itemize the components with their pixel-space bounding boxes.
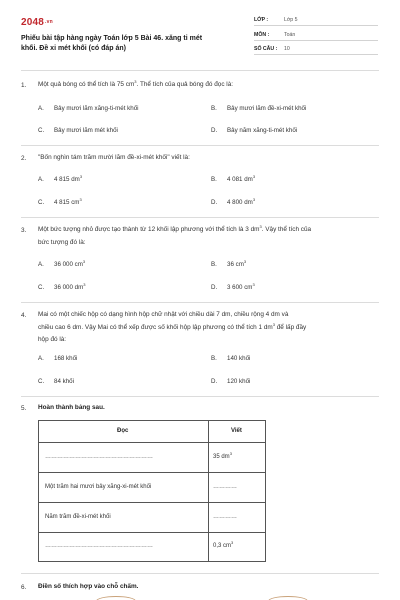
question-3-text: [38, 224, 383, 249]
question-4-prompt-line-2: chiều cao 6 dm. Vậy Mai có thể xếp được số khối hộp lập phương có thể tích 1 $dm^3$ để lấp đầy: [38, 321, 307, 331]
option-text: Bảy mươi lăm đề-xi-mét khối: [227, 105, 307, 112]
option-text: 4 815 $cm^3$: [54, 197, 82, 206]
option-text: 36 000 $dm^3$: [54, 282, 86, 291]
table-cell-write: 35 $dm^3$: [213, 451, 232, 460]
option-text: 36 000 $cm^3$: [54, 259, 86, 268]
option-text: 84 khối: [54, 378, 74, 385]
question-2-option-b[interactable]: [211, 176, 255, 183]
question-1-option-a[interactable]: [38, 105, 139, 112]
question-3-prompt-line-1: Một bức tượng nhỏ được tạo thành từ 12 khối lập phương với thể tích là 3 $dm^3$. Vậy thể tích của: [38, 224, 312, 233]
option-letter: C.: [38, 378, 45, 385]
question-3-option-b[interactable]: [211, 261, 246, 268]
table-row: [39, 473, 265, 503]
table-row: [39, 443, 265, 473]
logo-text: 2048: [21, 17, 45, 28]
option-letter: A.: [38, 176, 44, 183]
option-letter: A.: [38, 355, 44, 362]
meta-subject-label: MÔN :: [254, 32, 270, 38]
question-2-number: 2.: [21, 155, 27, 162]
question-3-number: 3.: [21, 227, 27, 234]
question-divider: [21, 145, 379, 146]
question-3-prompt-line-2: bức tượng đó là:: [38, 238, 86, 246]
meta-subject: [254, 29, 378, 41]
meta-question-count: [254, 43, 378, 55]
conversion-table: [38, 420, 266, 562]
question-4-prompt-line-3: hộp đó là:: [38, 336, 67, 343]
option-text: 140 khối: [227, 355, 251, 362]
logo-suffix: .vn: [45, 19, 53, 26]
option-text: 36 $cm^3$: [227, 259, 247, 268]
meta-grade-label: LỚP :: [254, 17, 269, 23]
option-letter: B.: [211, 176, 217, 183]
table-cell-write: 0,3 $cm^3$: [213, 540, 234, 549]
option-text: 3 600 $cm^3$: [227, 282, 255, 291]
question-2-option-c[interactable]: [38, 199, 82, 206]
worksheet-title-line-2: khối. Đề xi mét khối (có đáp án): [21, 44, 127, 52]
question-1-option-d[interactable]: [211, 127, 297, 134]
meta-grade: [254, 14, 378, 26]
option-letter: B.: [211, 105, 217, 112]
table-cell-read[interactable]: ………………………………………………: [45, 543, 153, 549]
meta-grade-value: Lớp 5: [284, 17, 298, 23]
option-letter: A.: [38, 261, 44, 268]
meta-question-count-label: SỐ CÂU :: [254, 46, 278, 52]
option-letter: C.: [38, 127, 45, 134]
option-text: Bảy năm xăng-ti-mét khối: [227, 127, 298, 134]
question-5-prompt: Hoàn thành bảng sau.: [38, 404, 105, 411]
question-1-prompt: Một quả bóng có thể tích là 75 $cm^3$. Thể tích của quả bóng đó đọc là:: [38, 79, 234, 88]
question-3-option-c[interactable]: [38, 284, 85, 291]
question-6-number: 6.: [21, 584, 27, 591]
table-cell-read[interactable]: ………………………………………………: [45, 454, 153, 460]
option-letter: B.: [211, 261, 217, 268]
option-letter: B.: [211, 355, 217, 362]
option-text: 4 081 $dm^3$: [227, 174, 256, 183]
header-divider: [21, 70, 379, 71]
question-4-option-d[interactable]: [211, 378, 250, 385]
question-4-number: 4.: [21, 312, 27, 319]
question-1-option-b[interactable]: [211, 105, 306, 112]
question-4-text: [38, 309, 383, 347]
worksheet-title-line-1: Phiếu bài tập hàng ngày Toán lớp 5 Bài 46. xăng ti mét: [21, 35, 203, 42]
question-4-option-b[interactable]: [211, 355, 250, 362]
question-divider: [21, 573, 379, 574]
question-4-prompt-line-1: Mai có một chiếc hộp có dạng hình hộp chữ nhật với chiều dài 7 dm, chiều rộng 4 dm và: [38, 311, 289, 318]
decorative-arc: [96, 596, 136, 600]
table-cell-write[interactable]: …………: [213, 514, 237, 520]
option-text: 168 khối: [54, 355, 78, 362]
table-header-write: Viết: [231, 428, 242, 434]
table-header-read: Đọc: [117, 428, 129, 434]
table-header-row: [39, 421, 265, 443]
option-letter: D.: [211, 378, 218, 385]
option-text: Bảy mươi lăm mét khối: [54, 127, 118, 134]
question-3-option-d[interactable]: [211, 284, 255, 291]
table-row: [39, 533, 265, 561]
question-4-option-a[interactable]: [38, 355, 77, 362]
option-letter: D.: [211, 199, 218, 206]
table-cell-read: Năm trăm đề-xi-mét khối: [45, 514, 111, 520]
question-1-text: [38, 79, 383, 92]
option-letter: C.: [38, 284, 45, 291]
question-4-option-c[interactable]: [38, 378, 74, 385]
question-6-prompt: Điền số thích hợp vào chỗ chấm.: [38, 583, 139, 590]
option-letter: D.: [211, 127, 218, 134]
option-text: 4 800 $dm^3$: [227, 197, 256, 206]
question-5-text: [38, 402, 383, 415]
question-divider: [21, 217, 379, 218]
question-1-number: 1.: [21, 82, 27, 89]
question-divider: [21, 302, 379, 303]
worksheet-title: [21, 34, 251, 53]
table-cell-read: Một trăm hai mươi bảy xăng-xi-mét khối: [45, 484, 152, 490]
question-divider: [21, 396, 379, 397]
meta-question-count-value: 10: [284, 46, 290, 52]
option-text: 4 815 $dm^3$: [54, 174, 83, 183]
question-6-text: [38, 581, 383, 594]
option-text: 120 khối: [227, 378, 251, 385]
question-3-option-a[interactable]: [38, 261, 85, 268]
question-5-number: 5.: [21, 405, 27, 412]
table-row: [39, 503, 265, 533]
decorative-arc: [268, 596, 308, 600]
question-2-option-d[interactable]: [211, 199, 255, 206]
question-2-text: [38, 152, 383, 165]
option-letter: D.: [211, 284, 218, 291]
worksheet-header: [0, 0, 400, 64]
option-letter: C.: [38, 199, 45, 206]
meta-subject-value: Toán: [284, 32, 296, 38]
option-letter: A.: [38, 105, 44, 112]
question-2-prompt: "Bốn nghìn tám trăm mười lăm đề-xi-mét khối" viết là:: [38, 154, 190, 161]
site-logo[interactable]: [21, 17, 53, 28]
option-text: Bảy mươi lăm xăng-ti-mét khối: [54, 105, 139, 112]
question-2-option-a[interactable]: [38, 176, 82, 183]
table-cell-write[interactable]: …………: [213, 484, 237, 490]
question-1-option-c[interactable]: [38, 127, 118, 134]
